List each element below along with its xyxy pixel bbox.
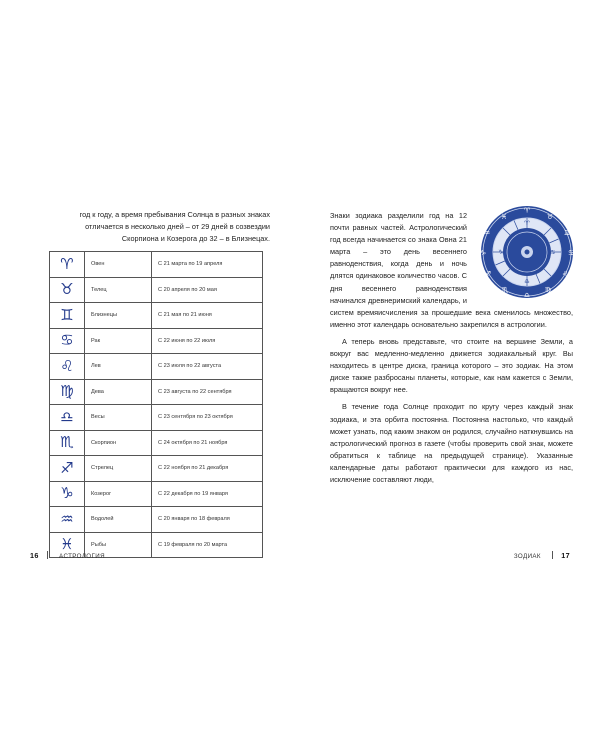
svg-text:♋: ♋: [567, 249, 575, 257]
sign-name: Лев: [85, 354, 152, 380]
intro-paragraph: год к году, а время пребывания Солнца в разных знаках отличается в несколько дней – от 29 дней в созвездии Скорпиона и Козерога до 32 – в Близнецах.: [79, 210, 270, 244]
svg-text:♒: ♒: [483, 229, 491, 237]
table-row: [50, 405, 263, 431]
sign-name: Рыбы: [85, 532, 152, 558]
sign-name: Овен: [85, 252, 152, 278]
sign-dates: С 21 марта по 19 апреля: [152, 252, 263, 278]
page-number: 17: [561, 551, 570, 560]
table-row: [50, 379, 263, 405]
svg-text:♑: ♑: [498, 249, 504, 256]
sign-name: Водолей: [85, 507, 152, 533]
sign-dates: С 23 июля по 22 августа: [152, 354, 263, 380]
sign-name: Стрелец: [85, 456, 152, 482]
svg-text:♑: ♑: [479, 249, 487, 257]
table-row: [50, 328, 263, 354]
sign-dates: С 22 декабря по 19 января: [152, 481, 263, 507]
aquarius-icon: ♒: [60, 509, 74, 528]
svg-text:♊: ♊: [563, 229, 571, 237]
libra-icon: ♎: [60, 407, 74, 426]
sign-name: Дева: [85, 379, 152, 405]
table-row: [50, 430, 263, 456]
svg-text:♌: ♌: [561, 270, 569, 278]
svg-text:♈: ♈: [524, 220, 530, 227]
gemini-icon: ♊: [60, 305, 74, 324]
svg-text:♏: ♏: [501, 286, 509, 294]
table-row: [50, 481, 263, 507]
running-head: ЗОДИАК: [513, 553, 541, 560]
right-text-column: [330, 206, 575, 486]
sign-name: Рак: [85, 328, 152, 354]
cancer-icon: ♋: [60, 331, 74, 350]
capricorn-icon: ♑: [60, 484, 74, 503]
sign-dates: С 23 августа по 22 сентября: [152, 379, 263, 405]
svg-text:♈: ♈: [523, 206, 531, 215]
running-head: АСТРОЛОГИЯ: [59, 553, 105, 560]
sign-name: Весы: [85, 405, 152, 431]
svg-text:♓: ♓: [500, 213, 508, 221]
zodiac-table: [49, 251, 263, 558]
paragraph-2: А теперь вновь представьте, что стоите на вершине Земли, а вокруг вас медленно-медленно движется зодиакальный круг. Вы находитесь в центре диска, граница которого – это зодиак. На этом диске также разбросаны планеты, которые, как нам кажется с Земли, вращаются вокруг нее.: [330, 336, 573, 395]
sign-dates: С 20 апреля по 20 мая: [152, 277, 263, 303]
table-row: [50, 303, 263, 329]
table-row: [50, 277, 263, 303]
table-row: [50, 507, 263, 533]
sign-dates: С 24 октября по 21 ноября: [152, 430, 263, 456]
leo-icon: ♌: [60, 356, 74, 375]
sign-dates: С 20 января по 18 февраля: [152, 507, 263, 533]
page-number: 16: [30, 551, 39, 560]
svg-text:♎: ♎: [524, 278, 530, 285]
left-folio: [30, 551, 105, 560]
sagittarius-icon: ♐: [60, 458, 74, 477]
virgo-icon: ♍: [60, 382, 74, 401]
sign-dates: С 23 сентября по 23 октября: [152, 405, 263, 431]
pisces-icon: ♓: [60, 535, 74, 554]
right-page: [300, 0, 600, 750]
svg-text:♉: ♉: [546, 213, 554, 221]
sign-name: Близнецы: [85, 303, 152, 329]
sign-name: Скорпион: [85, 430, 152, 456]
sign-dates: С 22 июня по 22 июля: [152, 328, 263, 354]
sign-name: Телец: [85, 277, 152, 303]
sign-dates: С 22 ноября по 21 декабря: [152, 456, 263, 482]
paragraph-1: Знаки зодиака разделили год на 12 почти равных частей. Астрологический год всегда начинается со знака Овна 21 марта – это день весеннего равноденствия, когда день и ночь длятся одинаковое количество часов. С дня весеннего равноденствия начинался древнеримский календарь, и систем времяисчисления за прошедшие века сменилось множество, именно этот календарь основательно закрепился в астрологии.: [330, 211, 573, 329]
sign-dates: С 21 мая по 21 июня: [152, 303, 263, 329]
svg-text:♐: ♐: [484, 270, 492, 278]
table-row: [50, 456, 263, 482]
zodiac-wheel-illustration: [471, 204, 579, 300]
svg-text:♋: ♋: [550, 249, 556, 256]
scorpio-icon: ♏: [60, 433, 74, 452]
svg-text:♍: ♍: [544, 286, 552, 294]
paragraph-3: В течение года Солнце проходит по кругу через каждый знак зодиака, и эта орбита постоянна. Постоянна настолько, что каждый может узнать, под каким знаком он родился, случайно наткнувшись на астрологический прогноз в газете (чтобы проверить свой знак, можете обратиться к таблице на предыдущей странице). Указанные календарные даты работают практически для каждого из нас, исключение составляют люди,: [330, 402, 573, 484]
right-folio: [514, 551, 570, 560]
sign-dates: С 19 февраля по 20 марта: [152, 532, 263, 558]
taurus-icon: ♉: [60, 280, 74, 299]
sign-name: Козерог: [85, 481, 152, 507]
aries-icon: ♈: [60, 254, 74, 273]
table-row: [50, 252, 263, 278]
svg-text:♎: ♎: [523, 291, 531, 300]
table-row: [50, 354, 263, 380]
